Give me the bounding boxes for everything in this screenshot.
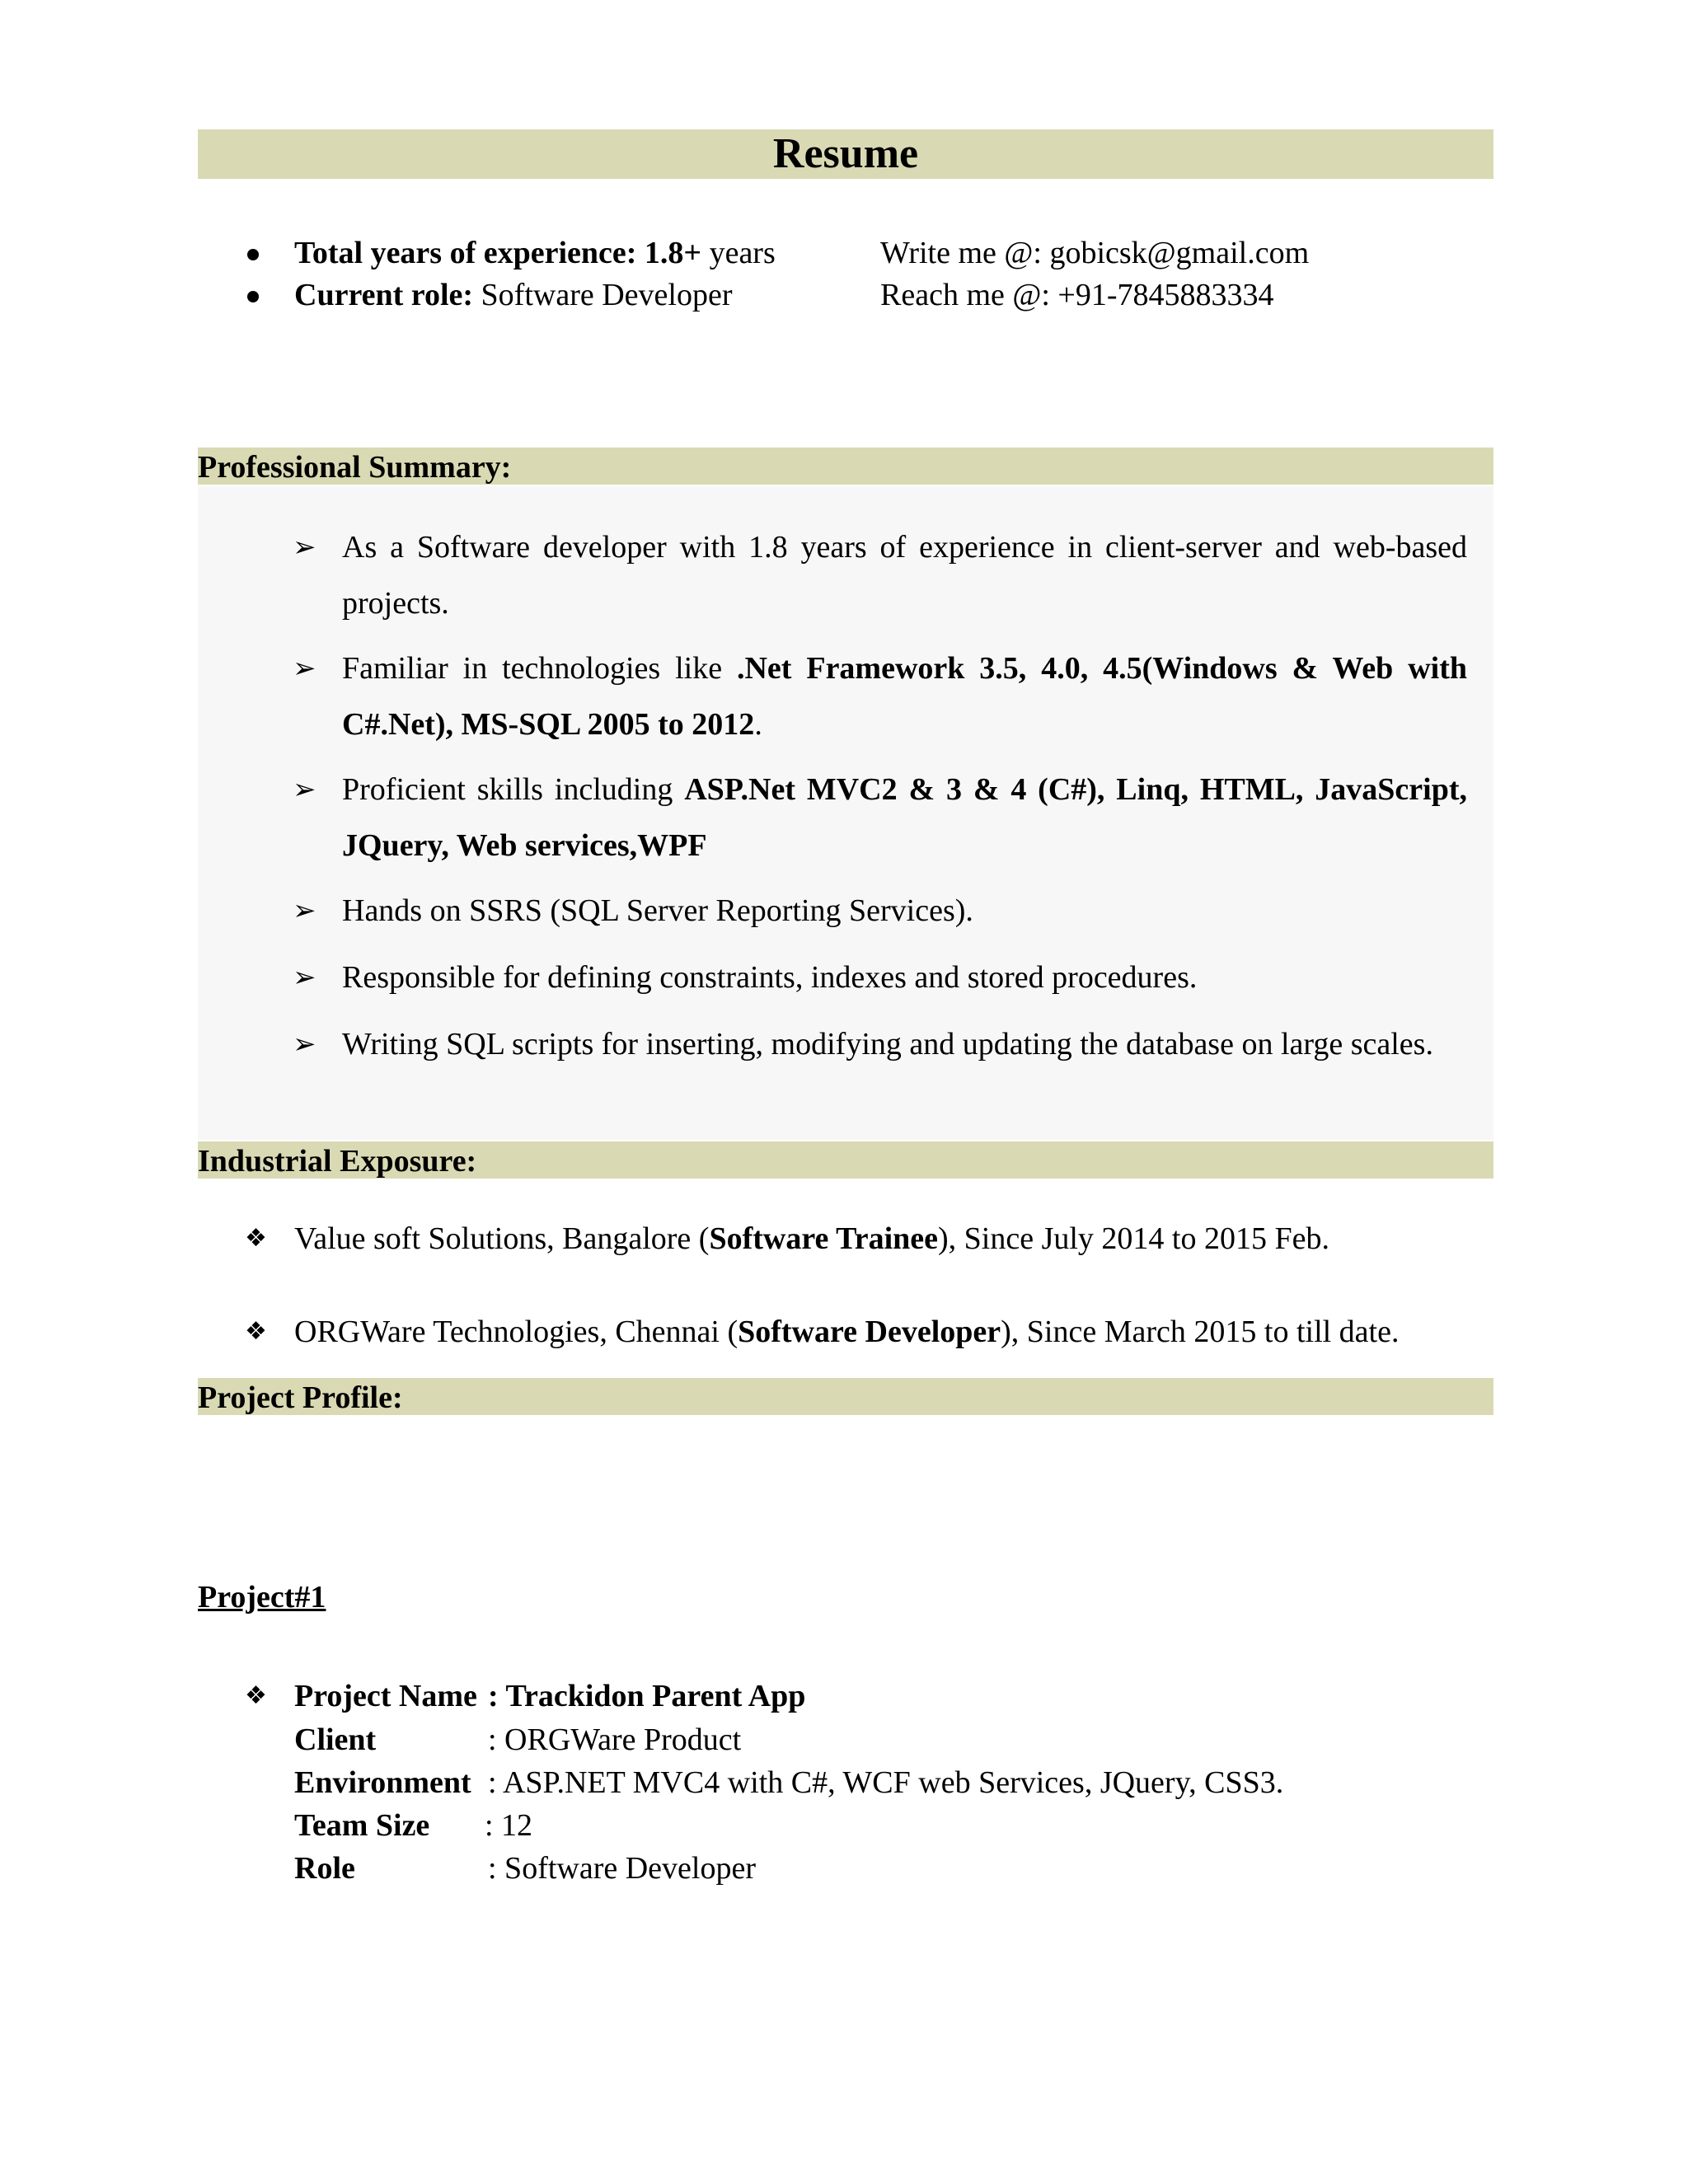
summary-item-text: Proficient skills including bbox=[342, 772, 685, 807]
summary-item bbox=[342, 519, 1467, 631]
summary-item bbox=[342, 762, 1467, 874]
summary-item-text: Hands on SSRS (SQL Server Reporting Services). bbox=[342, 893, 973, 928]
exposure-item bbox=[294, 1220, 1329, 1258]
team-size-key: Team Size bbox=[294, 1808, 430, 1843]
experience-value: 1.8+ bbox=[644, 236, 702, 270]
diamond-bullet-icon: ❖ bbox=[245, 1681, 267, 1710]
bullet-dot bbox=[247, 249, 259, 260]
project-1-label: Project#1 bbox=[198, 1580, 326, 1615]
diamond-bullet-icon: ❖ bbox=[245, 1224, 267, 1253]
role-value: : Software Developer bbox=[488, 1851, 756, 1886]
section-heading-text: Project Profile: bbox=[198, 1380, 403, 1415]
summary-item-text: Responsible for defining constraints, indexes and stored procedures. bbox=[342, 960, 1198, 995]
section-heading-text: Industrial Exposure: bbox=[198, 1144, 477, 1179]
summary-item bbox=[342, 949, 1467, 1005]
team-size-value: : 12 bbox=[485, 1808, 533, 1843]
exposure-item bbox=[294, 1313, 1399, 1351]
bullet-dot bbox=[247, 291, 259, 302]
exposure-role: Software Trainee bbox=[709, 1221, 938, 1256]
project-name-value: : Trackidon Parent App bbox=[488, 1679, 806, 1713]
arrow-bullet-icon: ➢ bbox=[293, 1028, 316, 1061]
summary-item-bold: ASP.Net MVC2 & 3 & 4 (C#), Linq, HTML, JavaScript, JQuery, Web services,WPF bbox=[342, 772, 1468, 863]
phone-value: +91-7845883334 bbox=[1057, 278, 1274, 312]
page-title: Resume bbox=[772, 130, 919, 177]
experience-line bbox=[294, 234, 776, 272]
email-value[interactable]: gobicsk@gmail.com bbox=[1049, 236, 1310, 270]
environment-key: Environment bbox=[294, 1765, 471, 1800]
exposure-text: Value soft Solutions, Bangalore ( bbox=[294, 1221, 710, 1256]
arrow-bullet-icon: ➢ bbox=[293, 652, 316, 685]
client-key: Client bbox=[294, 1722, 377, 1757]
industrial-exposure-heading bbox=[198, 1141, 1493, 1179]
summary-item bbox=[342, 640, 1467, 752]
role-line bbox=[294, 276, 732, 314]
role-label: Current role: bbox=[294, 278, 474, 312]
professional-summary-heading bbox=[198, 448, 1493, 485]
role-key: Role bbox=[294, 1851, 355, 1886]
email-label: Write me @: bbox=[880, 236, 1042, 270]
environment-value: : ASP.NET MVC4 with C#, WCF web Services, JQuery, CSS3. bbox=[488, 1765, 1284, 1800]
exposure-text: ), Since March 2015 to till date. bbox=[1001, 1315, 1400, 1349]
arrow-bullet-icon: ➢ bbox=[293, 773, 316, 806]
exposure-text: ORGWare Technologies, Chennai ( bbox=[294, 1315, 738, 1349]
role-value: Software Developer bbox=[481, 278, 733, 312]
summary-item bbox=[342, 1016, 1434, 1072]
phone-label: Reach me @: bbox=[880, 278, 1050, 312]
client-value: : ORGWare Product bbox=[488, 1722, 742, 1757]
project-name-key: Project Name bbox=[294, 1679, 477, 1713]
summary-item bbox=[342, 883, 1467, 939]
summary-item-text: . bbox=[754, 707, 762, 742]
experience-label: Total years of experience: bbox=[294, 236, 637, 270]
project-profile-heading bbox=[198, 1378, 1493, 1415]
exposure-text: ), Since July 2014 to 2015 Feb. bbox=[938, 1221, 1329, 1256]
experience-unit: years bbox=[709, 236, 776, 270]
summary-item-text: As a Software developer with 1.8 years of experience in client-server and web-based projects. bbox=[342, 530, 1467, 621]
summary-item-text: Familiar in technologies like bbox=[342, 651, 737, 686]
summary-item-text: Writing SQL scripts for inserting, modifying and updating the database on large scales. bbox=[342, 1027, 1433, 1062]
exposure-role: Software Developer bbox=[738, 1315, 1001, 1349]
section-heading-text: Professional Summary: bbox=[198, 450, 512, 485]
phone-line bbox=[880, 276, 1274, 314]
email-line bbox=[880, 234, 1309, 272]
diamond-bullet-icon: ❖ bbox=[245, 1317, 267, 1346]
summary-item-bold: .Net Framework 3.5, 4.0, 4.5(Windows & Web with C#.Net), MS-SQL 2005 to 2012 bbox=[342, 651, 1468, 742]
resume-title-band bbox=[198, 129, 1493, 179]
arrow-bullet-icon: ➢ bbox=[293, 531, 316, 564]
arrow-bullet-icon: ➢ bbox=[293, 894, 316, 927]
arrow-bullet-icon: ➢ bbox=[293, 961, 316, 994]
